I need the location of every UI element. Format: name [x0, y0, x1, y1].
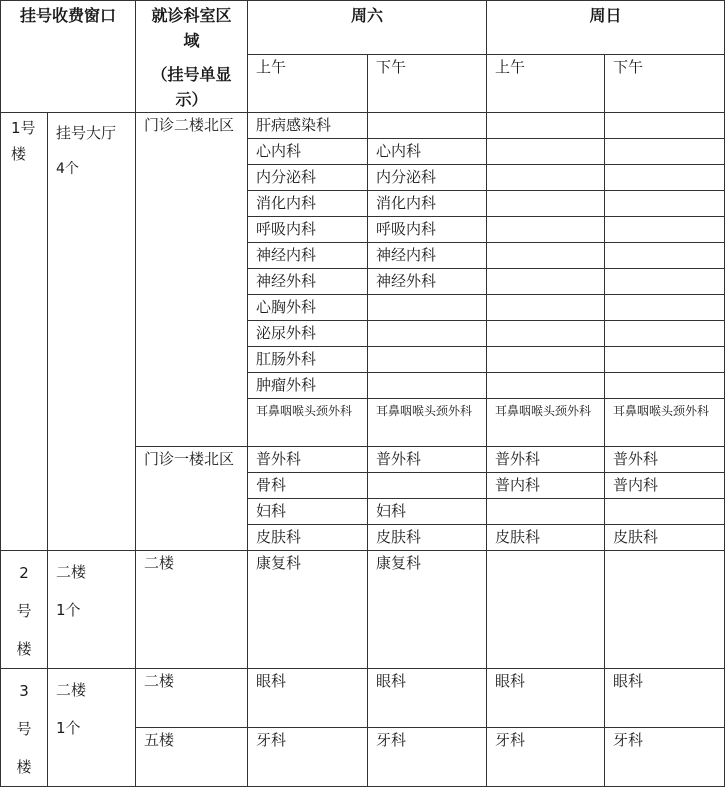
table-cell: [368, 373, 487, 399]
table-cell: 神经外科: [248, 269, 368, 295]
table-cell: 消化内科: [248, 191, 368, 217]
table-cell: 普外科: [487, 447, 605, 473]
header-window: 挂号收费窗口: [1, 1, 136, 113]
table-cell: 心内科: [248, 139, 368, 165]
table-cell: [487, 295, 605, 321]
building1-zone-a: 门诊二楼北区: [136, 113, 248, 447]
table-cell: [605, 295, 725, 321]
table-cell: 骨科: [248, 473, 368, 499]
header-area-note2: 示）: [175, 90, 208, 109]
building1-name: [1, 113, 48, 551]
table-cell: [487, 499, 605, 525]
header-saturday: 周六: [248, 1, 487, 55]
table-cell: [487, 139, 605, 165]
table-cell: [487, 347, 605, 373]
table-cell: 内分泌科: [248, 165, 368, 191]
table-cell: [605, 347, 725, 373]
building3-hall: [48, 669, 136, 787]
table-cell: [605, 373, 725, 399]
table-cell: 妇科: [368, 499, 487, 525]
table-cell: 妇科: [248, 499, 368, 525]
table-cell: 耳鼻咽喉头颈外科: [487, 399, 605, 447]
building1-zone-b: 门诊一楼北区: [136, 447, 248, 551]
table-cell: [605, 113, 725, 139]
header-sun-pm: 下午: [605, 55, 725, 113]
table-cell: 眼科: [248, 669, 368, 728]
table-cell: 消化内科: [368, 191, 487, 217]
building2-floor: 二楼: [56, 563, 87, 581]
table-cell: [605, 243, 725, 269]
table-cell: 眼科: [487, 669, 605, 728]
building2-hall: [48, 551, 136, 669]
table-cell: [487, 269, 605, 295]
table-cell: [487, 191, 605, 217]
table-cell: [487, 243, 605, 269]
table-cell: [487, 165, 605, 191]
table-cell: 普内科: [605, 473, 725, 499]
building1-name-line1: 1号: [11, 119, 36, 137]
table-cell: 普外科: [248, 447, 368, 473]
table-cell: 康复科: [368, 551, 487, 669]
building3-zone-b: 五楼: [136, 728, 248, 787]
table-cell: 眼科: [605, 669, 725, 728]
building3-zone-a: 二楼: [136, 669, 248, 728]
header-area-line2: 域: [183, 31, 200, 50]
table-cell: 呼吸内科: [248, 217, 368, 243]
table-cell: 神经外科: [368, 269, 487, 295]
table-cell: 皮肤科: [487, 525, 605, 551]
table-cell: [368, 347, 487, 373]
table-cell: [605, 321, 725, 347]
table-cell: 皮肤科: [248, 525, 368, 551]
table-cell: 牙科: [605, 728, 725, 787]
table-cell: 心内科: [368, 139, 487, 165]
table-cell: 神经内科: [368, 243, 487, 269]
header-sun-am: 上午: [487, 55, 605, 113]
table-cell: 心胸外科: [248, 295, 368, 321]
building2-zone: 二楼: [136, 551, 248, 669]
table-cell: [487, 217, 605, 243]
table-cell: [368, 295, 487, 321]
table-cell: 牙科: [248, 728, 368, 787]
building3-name: [1, 669, 48, 787]
header-sunday: 周日: [487, 1, 725, 55]
table-cell: 呼吸内科: [368, 217, 487, 243]
table-cell: 肛肠外科: [248, 347, 368, 373]
building1-hall: [48, 113, 136, 551]
table-cell: [605, 551, 725, 669]
table-cell: [368, 473, 487, 499]
table-cell: 耳鼻咽喉头颈外科: [248, 399, 368, 447]
building3-window-count: 1个: [56, 719, 81, 737]
table-cell: 神经内科: [248, 243, 368, 269]
table-cell: [368, 113, 487, 139]
table-cell: 普外科: [368, 447, 487, 473]
table-cell: [605, 139, 725, 165]
table-cell: 耳鼻咽喉头颈外科: [368, 399, 487, 447]
building1-name-line2: 楼: [11, 145, 27, 163]
table-cell: [605, 165, 725, 191]
table-cell: [487, 321, 605, 347]
header-area-note1: （挂号单显: [151, 65, 232, 84]
table-cell: 眼科: [368, 669, 487, 728]
table-cell: 牙科: [487, 728, 605, 787]
table-cell: [605, 499, 725, 525]
table-cell: [487, 373, 605, 399]
table-cell: [605, 191, 725, 217]
table-cell: [487, 113, 605, 139]
header-sat-pm: 下午: [368, 55, 487, 113]
building2-window-count: 1个: [56, 601, 81, 619]
building3-floor: 二楼: [56, 681, 87, 699]
building3-name-3: 楼: [16, 758, 32, 776]
header-sat-am: 上午: [248, 55, 368, 113]
building3-name-1: 3: [19, 682, 29, 700]
header-area-line1: 就诊科室区: [151, 6, 232, 25]
table-cell: 普内科: [487, 473, 605, 499]
table-cell: 普外科: [605, 447, 725, 473]
table-cell: [605, 217, 725, 243]
table-cell: 泌尿外科: [248, 321, 368, 347]
table-cell: 牙科: [368, 728, 487, 787]
table-cell: 皮肤科: [368, 525, 487, 551]
building2-name: [1, 551, 48, 669]
table-cell: 肿瘤外科: [248, 373, 368, 399]
table-cell: 内分泌科: [368, 165, 487, 191]
table-cell: 皮肤科: [605, 525, 725, 551]
building1-window-count: 4个: [56, 161, 79, 177]
header-area: [136, 1, 248, 113]
table-cell: [368, 321, 487, 347]
building1-hall-label: 挂号大厅: [56, 124, 117, 142]
table-cell: 康复科: [248, 551, 368, 669]
building3-name-2: 号: [16, 720, 32, 738]
table-cell: [605, 269, 725, 295]
building2-name-1: 2: [19, 564, 29, 582]
table-cell: 耳鼻咽喉头颈外科: [605, 399, 725, 447]
building2-name-2: 号: [16, 602, 32, 620]
table-cell: 肝病感染科: [248, 113, 368, 139]
table-cell: [487, 551, 605, 669]
building2-name-3: 楼: [16, 640, 32, 658]
